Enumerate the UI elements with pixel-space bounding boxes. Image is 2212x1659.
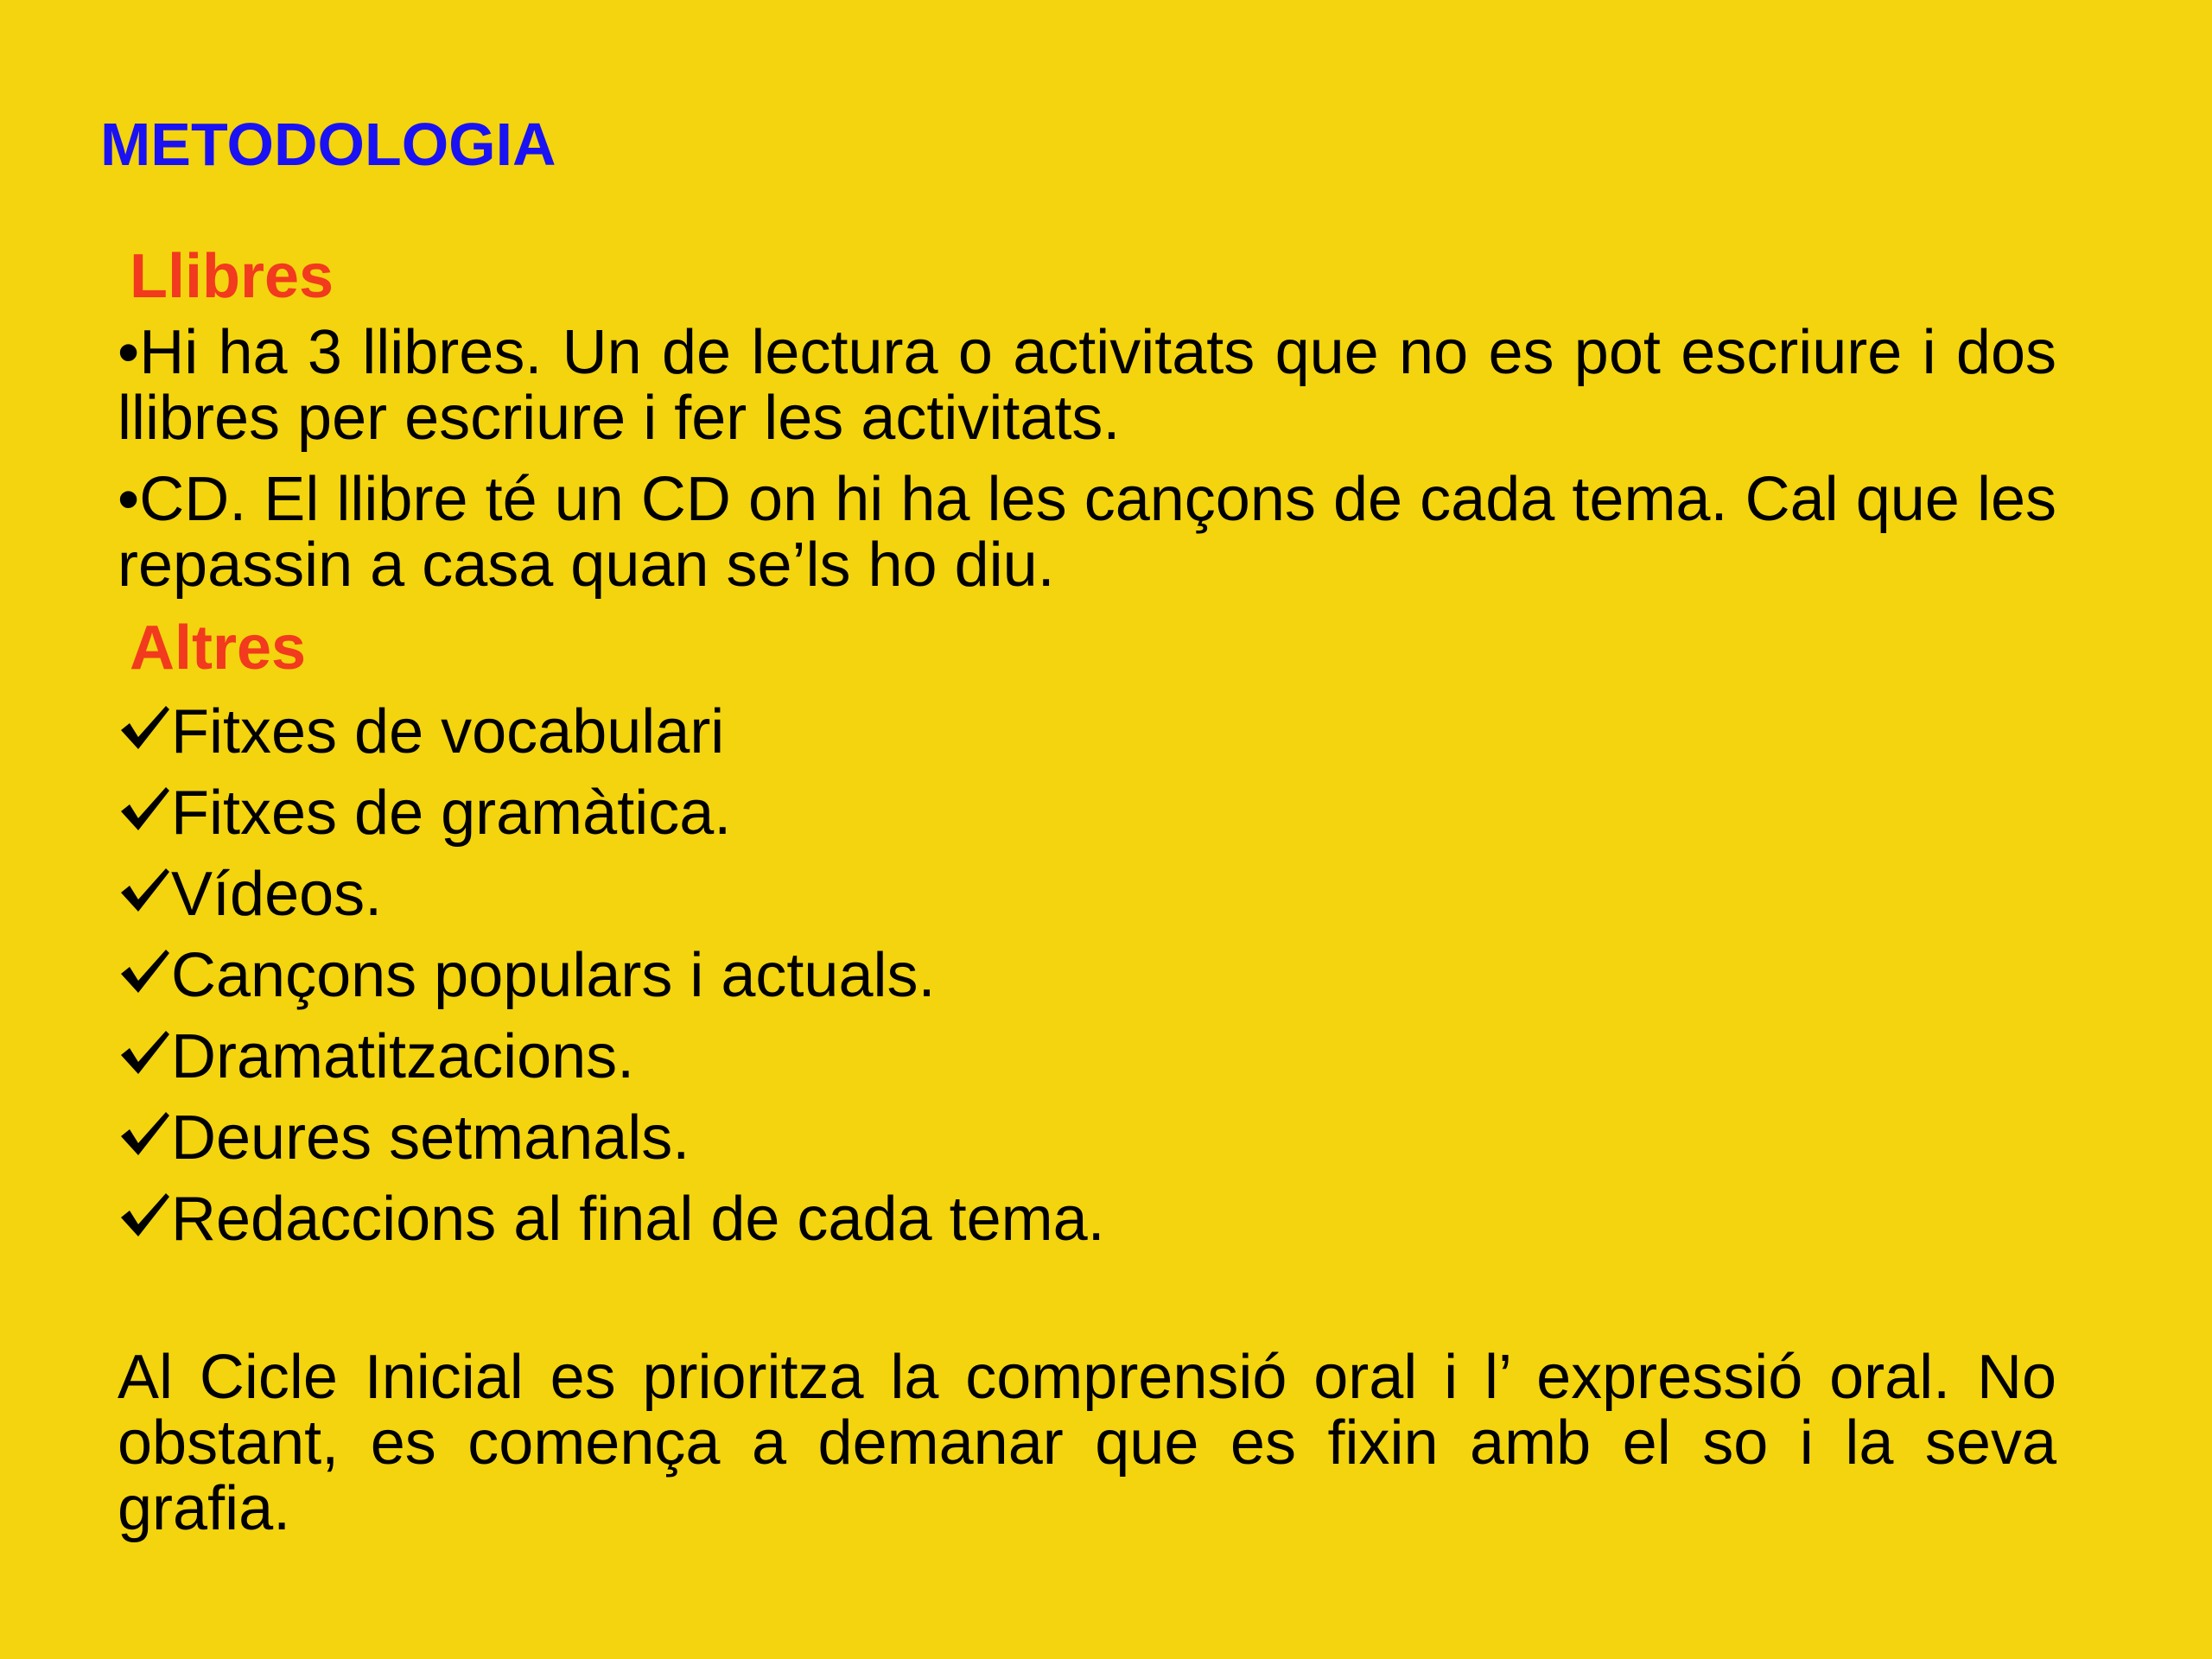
slide-title: METODOLOGIA xyxy=(100,111,556,178)
check-item-label: Cançons populars i actuals. xyxy=(171,941,936,1010)
check-item-label: Dramatitzacions. xyxy=(171,1022,635,1091)
check-list-item xyxy=(118,935,1105,1016)
check-mark-icon xyxy=(118,784,171,836)
check-list-item xyxy=(118,854,1105,935)
books-bullet-1: •Hi ha 3 llibres. Un de lectura o activitats que no es pot escriure i dos llibres per escriure i fer les activitats. xyxy=(118,318,2056,453)
closing-paragraph: Al Cicle Inicial es prioritza la comprensió oral i l’ expressió oral. No obstant, es comença a demanar que es fixin amb el so i la seva grafia. xyxy=(118,1343,2056,1543)
check-list-item xyxy=(118,1016,1105,1097)
check-list-item xyxy=(118,691,1105,772)
check-item-label: Vídeos. xyxy=(171,860,383,929)
section-heading-others: Altres xyxy=(130,613,307,683)
check-mark-icon xyxy=(118,702,171,754)
check-list-item xyxy=(118,1097,1105,1179)
check-mark-icon xyxy=(118,946,171,998)
check-mark-icon xyxy=(118,865,171,917)
check-list-item xyxy=(118,772,1105,854)
check-list-item xyxy=(118,1179,1105,1260)
check-mark-icon xyxy=(118,1109,171,1160)
check-mark-icon xyxy=(118,1190,171,1242)
check-item-label: Redaccions al final de cada tema. xyxy=(171,1185,1105,1254)
check-mark-icon xyxy=(118,1027,171,1079)
books-bullet-2: •CD. El llibre té un CD on hi ha les cançons de cada tema. Cal que les repassin a casa quan se’ls ho diu. xyxy=(118,465,2056,600)
others-check-list xyxy=(118,691,1105,1260)
check-item-label: Deures setmanals. xyxy=(171,1103,690,1173)
check-item-label: Fitxes de vocabulari xyxy=(171,697,725,766)
check-item-label: Fitxes de gramàtica. xyxy=(171,779,732,848)
section-heading-books: Llibres xyxy=(130,242,334,311)
